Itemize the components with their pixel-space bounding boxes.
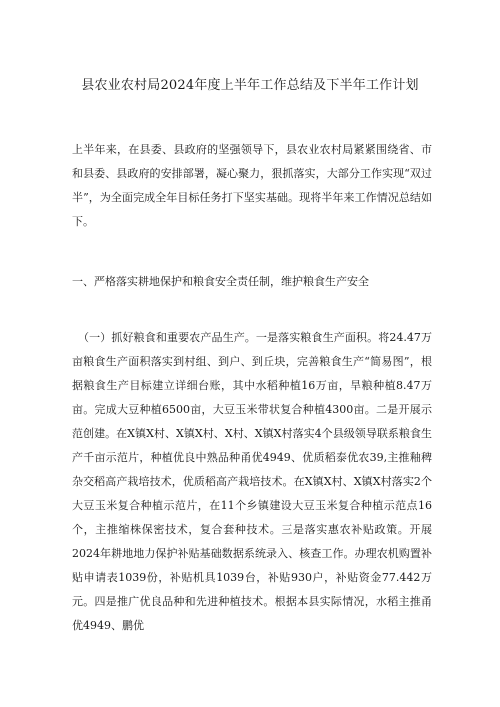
body-paragraph: （一）抓好粮食和重要农产品生产。一是落实粮食生产面积。将24.47万亩粮食生产面积落实到村组、到户、到丘块，完善粮食生产“简易图”，根据粮食生产目标建立详细台账，其中水稻种植16万亩，旱粮种植8.47万亩。完成大豆种植6500亩，大豆玉米带状复合种植4300亩。二是开展示范创建。在X镇X村、X镇X村、X村、X镇X村落实4个县级领导联系粮食生产千亩示范片，种植优良中熟品种甬优4949、优质稻泰优农39,主推釉稗杂交稻高产栽培技术，优质稻高产栽培技术。在X镇X村、X镇X村落实2个大豆玉米复合种植示范片，在11个乡镇建设大豆玉米复合种植示范点16个，主推缩株保密技术，复合套种技术。三是落实惠农补贴政策。开展2024年耕地地力保护补贴基础数据系统录入、核查工作。办理农机购置补贴申请表1039份，补贴机具1039台，补贴930户，补贴资金77.442万元。四是推广优良品种和先进种植技术。根据本县实际情况，水稻主推甬优4949、鹏优 <box>72 331 432 632</box>
document-title: 县农业农村局2024年度上半年工作总结及下半年工作计划 <box>81 78 419 93</box>
section-heading: 一、严格落实耕地保护和粮食安全责任制，维护粮食生产安全 <box>72 275 369 288</box>
intro-paragraph: 上半年来，在县委、县政府的坚强领导下，县农业农村局紧紧围绕省、市和县委、县政府的安排部署，凝心聚力，狠抓落实，大部分工作实现“双过半”，为全面完成全年目标任务打下坚实基础。现将半年来工作情况总结如下。 <box>72 143 432 228</box>
